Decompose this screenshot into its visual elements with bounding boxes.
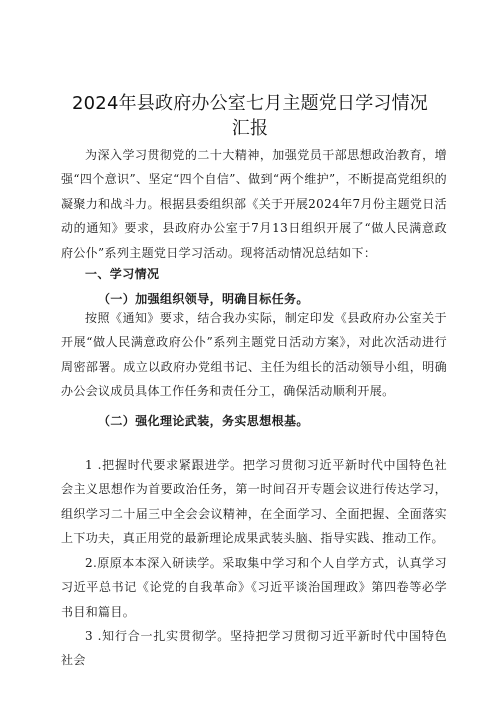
list-item: 2.原原本本深入研读学。采取集中学习和个人自学方式，认真学习习近平总书记《论党的自我革命》《习近平谈治国理政》第四卷等必学书目和篇目。 (61, 556, 447, 619)
intro-paragraph: 为深入学习贯彻党的二十大精神，加强党员干部思想政治教育，增强“四个意识”、坚定“四个自信”、做到“两个维护”，不断提高党组织的凝聚力和战斗力。根据县委组织部《关于开展2024年7月份主题党日活动的通知》要求，县政府办公室于7月13日组织开展了“做人民满意政府公仆”系列主题党日学习活动。现将活动情况总结如下： (61, 148, 447, 260)
document-title: 2024年县政府办公室七月主题党日学习情况 (71, 93, 428, 114)
subheading-theory: （二）强化理论武装，务实思想根基。 (98, 414, 309, 428)
subheading-leadership: （一）加强组织领导，明确目标任务。 (98, 292, 309, 306)
list-item: 3 .知行合一扎实贯彻学。坚持把学习贯彻习近平新时代中国特色社会 (61, 629, 447, 668)
section-heading-study: 一、学习情况 (85, 267, 160, 281)
list-item: 1 .把握时代要求紧跟进学。把学习贯彻习近平新时代中国特色社会主义思想作为首要政治任务，第一时间召开专题会议进行传达学习，组织学习二十届三中全会会议精神，在全面学习、全面把握、全面落实上下功夫，真正用党的最新理论成果武装头脑、指导实践、推动工作。 (61, 458, 447, 546)
document-title-continued: 汇报 (231, 118, 269, 139)
leadership-paragraph: 按照《通知》要求，结合我办实际，制定印发《县政府办公室关于开展“做人民满意政府公仆”系列主题党日活动方案》，对此次活动进行周密部署。成立以政府办党组书记、主任为组长的活动领导小组，明确办公会议成员具体工作任务和责任分工，确保活动顺利开展。 (61, 311, 447, 399)
